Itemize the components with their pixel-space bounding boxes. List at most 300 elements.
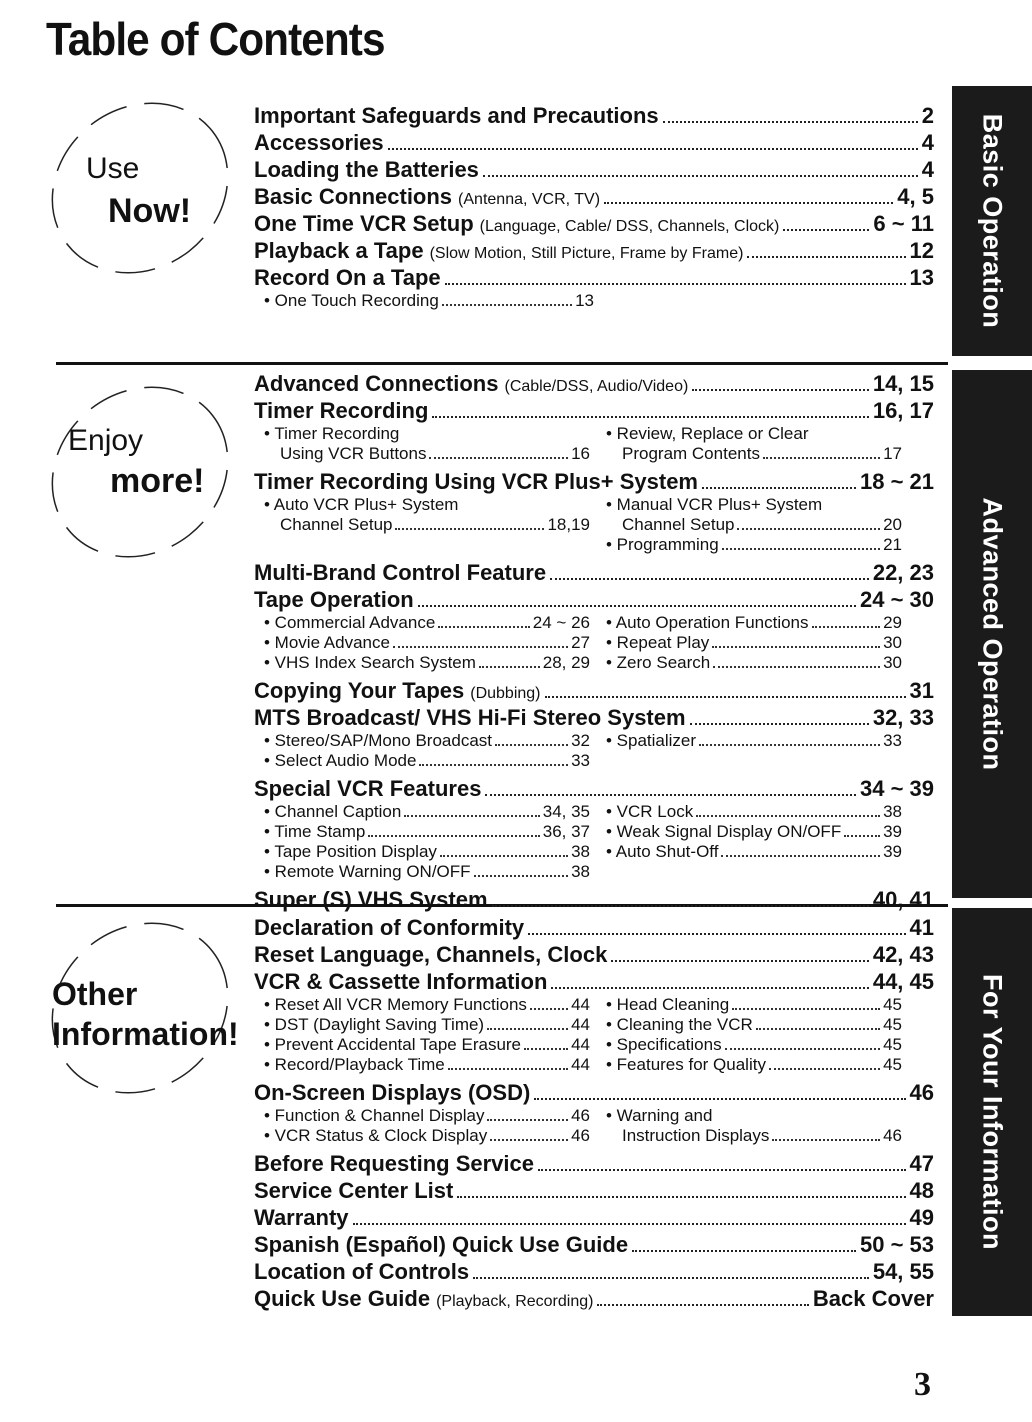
dot-leader (524, 1047, 568, 1050)
sub-entry[interactable] (254, 633, 590, 653)
sub-row (254, 444, 934, 464)
tab-basic-operation[interactable] (952, 86, 1032, 356)
toc-entry[interactable] (254, 1231, 934, 1258)
entry-page: 14, 15 (872, 371, 934, 396)
sub-entry[interactable] (254, 613, 590, 633)
entry-title: Location of Controls (254, 1259, 470, 1284)
entry-page: 13 (909, 265, 934, 290)
dot-leader (474, 874, 569, 877)
sub-entry[interactable] (254, 1055, 590, 1075)
dot-leader (597, 1303, 808, 1306)
sub-entry[interactable] (590, 1126, 902, 1146)
sub-line (264, 822, 590, 842)
sub-entry-label: • Programming (606, 535, 719, 554)
sub-entries (254, 802, 934, 882)
sub-entry-label: • Auto Operation Functions (606, 613, 809, 632)
sub-entries (254, 291, 934, 311)
sub-line (264, 613, 590, 633)
sub-row (254, 862, 934, 882)
sub-entry-label: • Auto VCR Plus+ System (264, 495, 459, 514)
sub-entry[interactable] (590, 515, 902, 535)
dot-leader (495, 743, 568, 746)
entry-title: Advanced Connections (254, 371, 499, 396)
sub-entry-page: 46 (883, 1126, 902, 1145)
dot-leader (490, 1138, 568, 1141)
sub-entries (254, 424, 934, 464)
badge-line1: Enjoy (68, 424, 144, 457)
sub-line (264, 862, 590, 882)
sub-entry-label: Program Contents (622, 444, 760, 463)
sub-line (606, 1035, 902, 1055)
sub-line (264, 291, 594, 311)
entry-page: 4 (921, 130, 934, 155)
sub-entry[interactable] (254, 424, 590, 444)
sub-entry-label: • Head Cleaning (606, 995, 730, 1014)
sub-entry (590, 751, 902, 771)
entry-page: 40, 41 (872, 887, 934, 912)
sub-entry (254, 535, 590, 555)
entry-page: 34 ~ 39 (859, 776, 934, 801)
entry-title: Loading the Batteries (254, 157, 479, 182)
dot-leader (550, 577, 869, 580)
dot-leader (473, 1276, 869, 1279)
sub-entry-page: 33 (883, 731, 902, 750)
dot-leader (534, 1097, 905, 1100)
dot-leader (696, 814, 880, 817)
sub-row (254, 751, 934, 771)
sub-line (606, 731, 902, 751)
sub-line (606, 1055, 902, 1075)
sub-entry-label: Using VCR Buttons (280, 444, 427, 463)
toc-entry[interactable] (254, 704, 934, 731)
sub-entry[interactable] (254, 1126, 590, 1146)
sub-entry[interactable] (590, 731, 902, 751)
dot-leader (418, 604, 856, 607)
sub-row (254, 1055, 934, 1075)
sub-row (254, 1126, 934, 1146)
entry-title: Playback a Tape (254, 238, 424, 263)
dot-leader (485, 793, 856, 796)
sub-entry[interactable] (590, 1106, 902, 1126)
sub-line (606, 424, 902, 444)
sub-entry-page: 13 (575, 291, 594, 310)
entry-page: 4 (921, 157, 934, 182)
sub-entry[interactable] (590, 613, 902, 633)
entry-title: Before Requesting Service (254, 1151, 534, 1176)
sub-entry-label: • Prevent Accidental Tape Erasure (264, 1035, 522, 1054)
sub-entry-label: • Zero Search (606, 653, 711, 672)
sub-entry-page: 38 (571, 842, 590, 861)
sub-entry (590, 862, 902, 882)
toc-entry[interactable] (254, 559, 934, 586)
sub-entry-label: • Channel Caption (264, 802, 402, 821)
dot-leader (663, 120, 918, 123)
sub-entry-page: 18,19 (547, 515, 590, 534)
dot-leader (721, 854, 880, 857)
dot-leader (747, 255, 905, 258)
dot-leader (722, 547, 880, 550)
dot-leader (368, 834, 539, 837)
dot-leader (487, 1118, 568, 1121)
entry-page: 12 (909, 238, 934, 263)
entry-title: Timer Recording Using VCR Plus+ System (254, 469, 698, 494)
tab-label: For Your Information (977, 974, 1008, 1250)
entry-page: 18 ~ 21 (859, 469, 934, 494)
dot-leader (448, 1067, 568, 1070)
entry-title: Copying Your Tapes (254, 678, 465, 703)
sub-entries (254, 995, 934, 1075)
sub-line (264, 1015, 590, 1035)
sub-entry[interactable] (590, 653, 902, 673)
sub-entry-label: • Record/Playback Time (264, 1055, 445, 1074)
toc-entry[interactable] (254, 1150, 934, 1177)
sub-entry-label: • Movie Advance (264, 633, 390, 652)
sub-entry[interactable] (590, 1055, 902, 1075)
sub-entry[interactable] (254, 1106, 590, 1126)
sub-entry-label: • Specifications (606, 1035, 722, 1054)
sub-entry-page: 27 (571, 633, 590, 652)
sub-entry-page: 38 (883, 802, 902, 821)
toc-entry[interactable] (254, 586, 934, 613)
sub-entry-label: • VCR Status & Clock Display (264, 1126, 488, 1145)
entry-note: (Playback, Recording) (436, 1293, 594, 1310)
dot-leader (395, 527, 544, 530)
sub-line (264, 495, 590, 515)
sub-entry-label: • Stereo/SAP/Mono Broadcast (264, 731, 493, 750)
sub-entry[interactable] (590, 424, 902, 444)
entry-title: MTS Broadcast/ VHS Hi-Fi Stereo System (254, 705, 686, 730)
badge-line2: more! (110, 462, 205, 500)
sub-line (264, 1126, 590, 1146)
toc-section-information (254, 914, 934, 1312)
dot-leader (442, 303, 572, 306)
dot-leader (712, 645, 880, 648)
entry-page: 48 (909, 1178, 934, 1203)
entry-title: Quick Use Guide (254, 1286, 431, 1311)
entry-page: 6 ~ 11 (873, 211, 934, 236)
sub-entry-page: 30 (883, 653, 902, 672)
sub-entry-page: 36, 37 (542, 822, 590, 841)
entry-page: 49 (909, 1205, 934, 1230)
badge-line1: Use (86, 152, 140, 185)
sub-entry-page: 39 (883, 842, 902, 861)
sub-line (606, 613, 902, 633)
sub-line (606, 444, 902, 464)
entry-title: Accessories (254, 130, 384, 155)
dot-leader (783, 228, 869, 231)
entry-title: Declaration of Conformity (254, 915, 525, 940)
sub-entry[interactable] (254, 731, 590, 751)
sub-entry-page: 46 (571, 1106, 590, 1125)
dot-leader (772, 1138, 880, 1141)
toc-entry[interactable] (254, 914, 934, 941)
toc-entry[interactable] (254, 941, 934, 968)
toc-entry[interactable] (254, 677, 934, 704)
toc-section-advanced (254, 370, 934, 913)
tab-label: Advanced Operation (977, 497, 1008, 771)
dot-leader (545, 695, 906, 698)
dot-leader (702, 486, 856, 489)
entry-title: Tape Operation (254, 587, 414, 612)
entry-page: 24 ~ 30 (859, 587, 934, 612)
toc-entry[interactable] (254, 1285, 934, 1312)
dot-leader (393, 645, 568, 648)
sub-entry[interactable] (254, 802, 590, 822)
entry-page: 2 (921, 103, 934, 128)
sub-row (254, 731, 934, 751)
dot-leader (483, 174, 918, 177)
dot-leader (551, 986, 868, 989)
badge-line2: Now! (108, 192, 192, 230)
sub-entry[interactable] (254, 822, 590, 842)
dot-leader (844, 834, 880, 837)
sub-entry[interactable] (590, 535, 902, 555)
entry-title: Timer Recording (254, 398, 429, 423)
sub-entry-page: 34, 35 (542, 802, 590, 821)
sub-entry-label: • Remote Warning ON/OFF (264, 862, 471, 881)
entry-page: 41 (909, 915, 934, 940)
other-information-badge (40, 916, 240, 1096)
sub-entry-page: 16 (571, 444, 590, 463)
sub-line (606, 653, 902, 673)
sub-entry[interactable] (590, 444, 902, 464)
toc-section-basic (254, 102, 934, 315)
entry-title: On-Screen Displays (OSD) (254, 1080, 531, 1105)
sub-entry-page: 21 (883, 535, 902, 554)
use-now-badge (40, 96, 240, 276)
sub-entry[interactable] (254, 1035, 590, 1055)
sub-entry[interactable] (254, 1015, 590, 1035)
sub-entry-page: 45 (883, 1015, 902, 1034)
sub-row (254, 633, 934, 653)
sub-entry-label: • Timer Recording (264, 424, 400, 443)
sub-line (264, 1035, 590, 1055)
sub-entry-label: • VCR Lock (606, 802, 694, 821)
toc-entry[interactable] (254, 775, 934, 802)
sub-entry-page: 28, 29 (542, 653, 590, 672)
sub-row (254, 653, 934, 673)
toc-entry[interactable] (254, 1079, 934, 1106)
sub-line (264, 995, 590, 1015)
sub-entry[interactable] (590, 822, 902, 842)
sub-entry-page: 45 (883, 995, 902, 1014)
sub-entry-label: • Tape Position Display (264, 842, 437, 861)
dot-leader (487, 1027, 568, 1030)
sub-entries (254, 495, 934, 555)
sub-entry[interactable] (590, 1015, 902, 1035)
sub-line (606, 995, 902, 1015)
dot-leader (479, 665, 540, 668)
sub-row (254, 822, 934, 842)
toc-entry[interactable] (254, 210, 934, 237)
sub-line (264, 731, 590, 751)
entry-title: Service Center List (254, 1178, 454, 1203)
sub-line (264, 653, 590, 673)
toc-entry[interactable] (254, 886, 934, 913)
sub-row (254, 515, 934, 535)
dot-leader (445, 282, 906, 285)
sub-entry[interactable] (254, 291, 594, 311)
toc-entry[interactable] (254, 468, 934, 495)
dot-leader (388, 147, 918, 150)
sub-entry[interactable] (254, 842, 590, 862)
sub-line (606, 1106, 902, 1126)
sub-entry-label: • One Touch Recording (264, 291, 439, 310)
sub-entry-label: Instruction Displays (622, 1126, 770, 1145)
sub-entry[interactable] (254, 495, 590, 515)
sub-entry-page: 44 (571, 1055, 590, 1074)
dot-leader (438, 625, 530, 628)
sub-row (254, 495, 934, 515)
entry-page: 44, 45 (872, 969, 934, 994)
sub-entry[interactable] (590, 1035, 902, 1055)
entry-page: 46 (909, 1080, 934, 1105)
sub-line (606, 515, 902, 535)
entry-page: 54, 55 (872, 1259, 934, 1284)
toc-entry[interactable] (254, 237, 934, 264)
entry-note: (Antenna, VCR, TV) (458, 191, 601, 208)
entry-title: VCR & Cassette Information (254, 969, 548, 994)
dot-leader (763, 456, 880, 459)
sub-entry-page: 44 (571, 1035, 590, 1054)
badge-line2: Information! (52, 1016, 239, 1052)
toc-entry[interactable] (254, 264, 934, 291)
sub-entry-label: • Warning and (606, 1106, 713, 1125)
toc-entry[interactable] (254, 129, 934, 156)
sub-entry[interactable] (254, 862, 590, 882)
sub-entry[interactable] (254, 995, 590, 1015)
toc-entry[interactable] (254, 183, 934, 210)
sub-row (254, 995, 934, 1015)
page-title: Table of Contents (46, 13, 385, 65)
sub-row (254, 535, 934, 555)
entry-title: Warranty (254, 1205, 349, 1230)
sub-line (606, 1126, 902, 1146)
entry-title: Important Safeguards and Precautions (254, 103, 659, 128)
sub-entry-label: • Features for Quality (606, 1055, 766, 1074)
sub-line (264, 633, 590, 653)
entry-page: Back Cover (812, 1286, 934, 1311)
toc-entry[interactable] (254, 397, 934, 424)
entry-page: 42, 43 (872, 942, 934, 967)
sub-entry-page: 45 (883, 1055, 902, 1074)
entry-page: 31 (909, 678, 934, 703)
toc-entry[interactable] (254, 102, 934, 129)
sub-entry-page: 44 (571, 1015, 590, 1034)
sub-line (264, 444, 590, 464)
dot-leader (699, 743, 880, 746)
sub-entry[interactable] (254, 444, 590, 464)
sub-entry[interactable] (590, 495, 902, 515)
dot-leader (353, 1222, 906, 1225)
dot-leader (632, 1249, 856, 1252)
sub-entry-page: 30 (883, 633, 902, 652)
entry-page: 16, 17 (872, 398, 934, 423)
sub-entry[interactable] (254, 515, 590, 535)
sub-entry[interactable] (590, 995, 902, 1015)
sub-entry-label: • DST (Daylight Saving Time) (264, 1015, 485, 1034)
sub-entry-label: Channel Setup (622, 515, 735, 534)
enjoy-more-badge (40, 380, 240, 560)
sub-row (254, 1106, 934, 1126)
section-divider (56, 362, 948, 365)
sub-row (254, 842, 934, 862)
toc-entry[interactable] (254, 1204, 934, 1231)
dot-leader (604, 201, 893, 204)
dot-leader (492, 904, 869, 907)
sub-entry[interactable] (590, 842, 902, 862)
dot-leader (419, 763, 568, 766)
sub-line (264, 842, 590, 862)
sub-entry-label: • Auto Shut-Off (606, 842, 719, 861)
dot-leader (737, 527, 880, 530)
sub-entry-page: 39 (883, 822, 902, 841)
sub-entry[interactable] (254, 751, 590, 771)
dot-leader (432, 415, 868, 418)
sub-entry-page: 17 (883, 444, 902, 463)
toc-entry[interactable] (254, 1177, 934, 1204)
sub-line (264, 515, 590, 535)
sub-line (606, 633, 902, 653)
sub-entry-page: 46 (571, 1126, 590, 1145)
dot-leader (429, 456, 568, 459)
sub-entry-label: • Repeat Play (606, 633, 710, 652)
sub-entry-page: 32 (571, 731, 590, 750)
toc-entry[interactable] (254, 1258, 934, 1285)
sub-line (264, 751, 590, 771)
toc-entry[interactable] (254, 156, 934, 183)
sub-entry[interactable] (254, 653, 590, 673)
toc-entry[interactable] (254, 968, 934, 995)
badge-line1: Other (52, 976, 138, 1012)
sub-entry-label: • Manual VCR Plus+ System (606, 495, 823, 514)
entry-title: Reset Language, Channels, Clock (254, 942, 608, 967)
sub-row (254, 613, 934, 633)
tab-for-your-information[interactable] (952, 908, 1032, 1316)
sub-line (606, 802, 902, 822)
sub-entries (254, 731, 934, 771)
sub-entry-label: • Cleaning the VCR (606, 1015, 753, 1034)
sub-entry[interactable] (590, 633, 902, 653)
sub-line (264, 802, 590, 822)
sub-line (606, 822, 902, 842)
entry-title: Record On a Tape (254, 265, 441, 290)
sub-entry[interactable] (590, 802, 902, 822)
dot-leader (725, 1047, 881, 1050)
sub-line (606, 495, 902, 515)
sub-line (606, 842, 902, 862)
sub-entry-page: 44 (571, 995, 590, 1014)
sub-line (264, 424, 590, 444)
dot-leader (756, 1027, 880, 1030)
tab-advanced-operation[interactable] (952, 370, 1032, 898)
sub-entry-page: 29 (883, 613, 902, 632)
entry-note: (Slow Motion, Still Picture, Frame by Frame) (429, 245, 744, 262)
sub-entries (254, 1106, 934, 1146)
sub-line (606, 1015, 902, 1035)
entry-title: Special VCR Features (254, 776, 482, 801)
dot-leader (692, 388, 869, 391)
entry-title: Multi-Brand Control Feature (254, 560, 547, 585)
sub-entry-page: 38 (571, 862, 590, 881)
sub-entry-page: 45 (883, 1035, 902, 1054)
sub-entry-label: • Spatializer (606, 731, 697, 750)
sub-entry-page: 20 (883, 515, 902, 534)
entry-note: (Cable/DSS, Audio/Video) (504, 378, 689, 395)
toc-entry[interactable] (254, 370, 934, 397)
sub-line (264, 1106, 590, 1126)
entry-page: 4, 5 (897, 184, 934, 209)
